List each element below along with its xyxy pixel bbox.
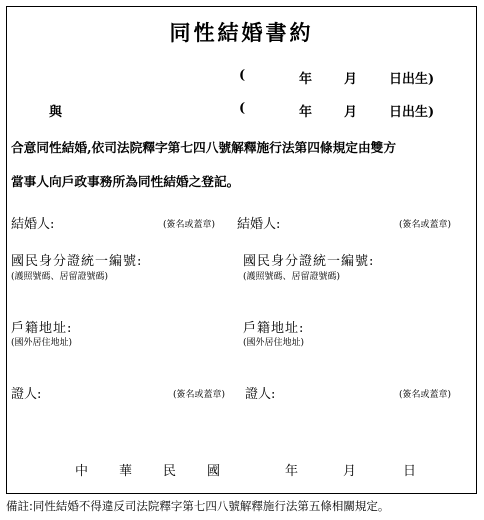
- date-roc-char-2: 華: [119, 464, 133, 479]
- party1-label: 結婚人:: [11, 217, 55, 232]
- party1-address-label: 戶籍地址:: [11, 321, 73, 336]
- witness1-label: 證人:: [11, 387, 42, 402]
- date-roc-char-1: 中: [75, 464, 89, 479]
- party2-address-label: 戶籍地址:: [243, 321, 305, 336]
- date-month: 月: [343, 464, 357, 479]
- party2-label: 結婚人:: [237, 217, 281, 232]
- party2-birth-year: 年: [299, 105, 313, 120]
- witness2-label: 證人:: [245, 387, 276, 402]
- declaration-line-2: 當事人向戶政事務所為同性結婚之登記。: [11, 174, 240, 189]
- party2-id-label: 國民身分證統一編號:: [243, 254, 375, 269]
- date-year: 年: [285, 464, 299, 479]
- party1-birth-day: 日出生): [389, 72, 435, 87]
- party1-id-note: (護照號碼、居留證號碼): [11, 272, 109, 282]
- party1-sign-note: (簽名或蓋章): [163, 220, 216, 230]
- party2-address-note: (國外居住地址): [243, 338, 305, 348]
- party1-id-label: 國民身分證統一編號:: [11, 254, 143, 269]
- contract-form-frame: [6, 6, 477, 494]
- witness1-sign-note: (簽名或蓋章): [173, 390, 226, 400]
- contract-title: 同性結婚書約: [169, 20, 314, 45]
- date-roc-char-4: 國: [207, 464, 221, 479]
- date-roc-char-3: 民: [163, 464, 177, 479]
- and-label: 與: [49, 105, 63, 120]
- party2-birth-open-paren: (: [239, 101, 246, 116]
- party1-birth-open-paren: (: [239, 68, 246, 83]
- party2-birth-month: 月: [344, 105, 358, 120]
- date-day: 日: [403, 464, 417, 479]
- footnote: 備註:同性結婚不得違反司法院釋字第七四八號解釋施行法第五條相關規定。: [6, 499, 390, 513]
- party2-id-note: (護照號碼、居留證號碼): [243, 272, 341, 282]
- party1-address-note: (國外居住地址): [11, 338, 73, 348]
- party1-birth-month: 月: [344, 72, 358, 87]
- party2-birth-day: 日出生): [389, 105, 435, 120]
- declaration-line-1: 合意同性結婚,依司法院釋字第七四八號解釋施行法第四條規定由雙方: [11, 140, 397, 155]
- witness2-sign-note: (簽名或蓋章): [399, 390, 452, 400]
- party2-sign-note: (簽名或蓋章): [399, 220, 452, 230]
- party1-birth-year: 年: [299, 72, 313, 87]
